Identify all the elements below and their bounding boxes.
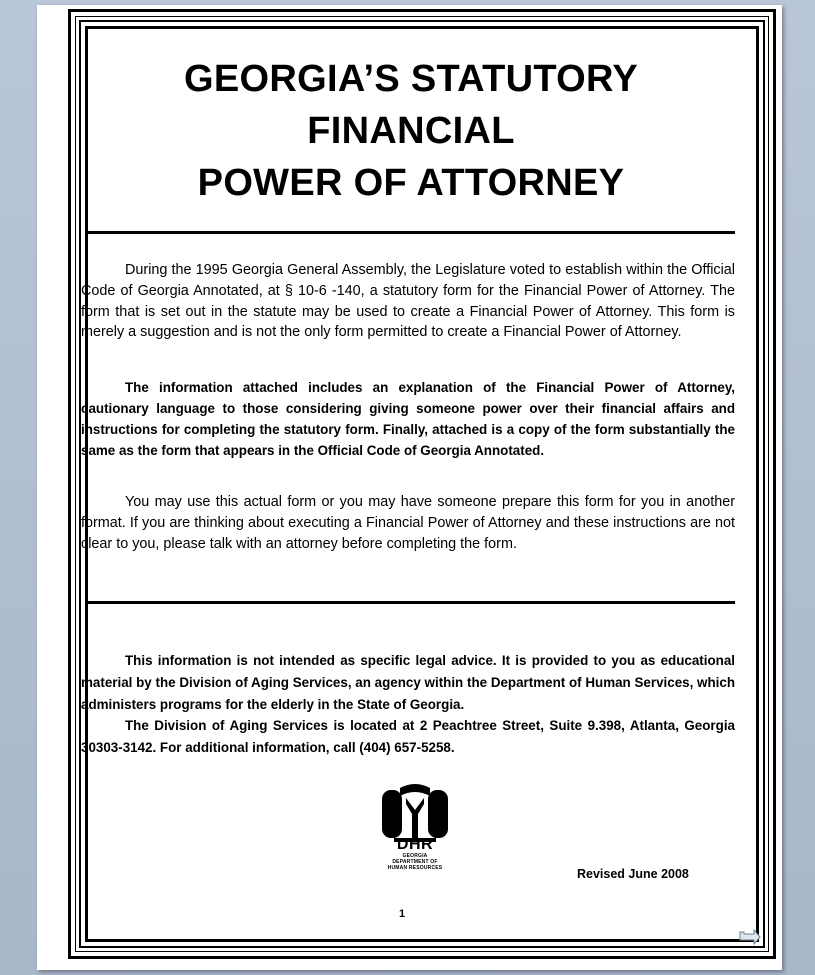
- logo-sub-line-1: GEORGIA: [402, 853, 428, 859]
- document-page: [37, 5, 782, 970]
- contact-section: [81, 715, 735, 759]
- logo-sub-line-2: DEPARTMENT OF: [392, 859, 438, 865]
- document-title: [89, 53, 733, 209]
- title-divider: [85, 231, 735, 234]
- paragraph-legal-notice: This information is not intended as specific legal advice. It is provided to you as educational material by the Division of Aging Services, an agency within the Department of Human Services, which administers programs for the elderly in the State of Georgia.: [81, 653, 735, 712]
- usage-section: [81, 492, 735, 554]
- title-line-2: FINANCIAL: [307, 110, 515, 152]
- section-divider: [85, 601, 735, 604]
- notice-section: [81, 650, 735, 715]
- scroll-corner-arrow-icon[interactable]: [738, 928, 762, 946]
- logo-sub-line-3: HUMAN RESOURCES: [387, 865, 443, 871]
- paragraph-attached-info: The information attached includes an explanation of the Financial Power of Attorney, cautionary language to those considering giving someone power over their financial affairs and instructions for completing the statutory form. Finally, attached is a copy of the form substantially the same as the form that appears in the Official Code of Georgia Annotated.: [81, 380, 735, 458]
- dhr-logo-text: [357, 837, 473, 871]
- info-section: [81, 377, 735, 461]
- paragraph-usage: You may use this actual form or you may have someone prepare this form for you in another format. If you are thinking about executing a Financial Power of Attorney and these instructions are not clear to you, please talk with an attorney before completing the form.: [81, 494, 735, 552]
- logo-abbreviation: DHR: [396, 836, 434, 853]
- title-line-1: GEORGIA’S STATUTORY: [184, 58, 638, 100]
- paragraph-statute: During the 1995 Georgia General Assembly, the Legislature voted to establish within the Official Code of Georgia Annotated, at § 10-6 -140, a statutory form for the Financial Power of Attorney. The form that is set out in the statute may be used to create a Financial Power of Attorney. This form is merely a suggestion and is not the only form permitted to create a Financial Power of Attorney.: [81, 262, 735, 341]
- title-line-3: POWER OF ATTORNEY: [197, 162, 625, 204]
- paragraph-contact: The Division of Aging Services is located at 2 Peachtree Street, Suite 9.398, Atlanta, Georgia 30303-3142. For additional information, call (404) 657-5258.: [81, 718, 735, 755]
- page-number: 1: [399, 908, 406, 920]
- intro-section: [81, 260, 735, 343]
- revised-date: Revised June 2008: [577, 867, 689, 881]
